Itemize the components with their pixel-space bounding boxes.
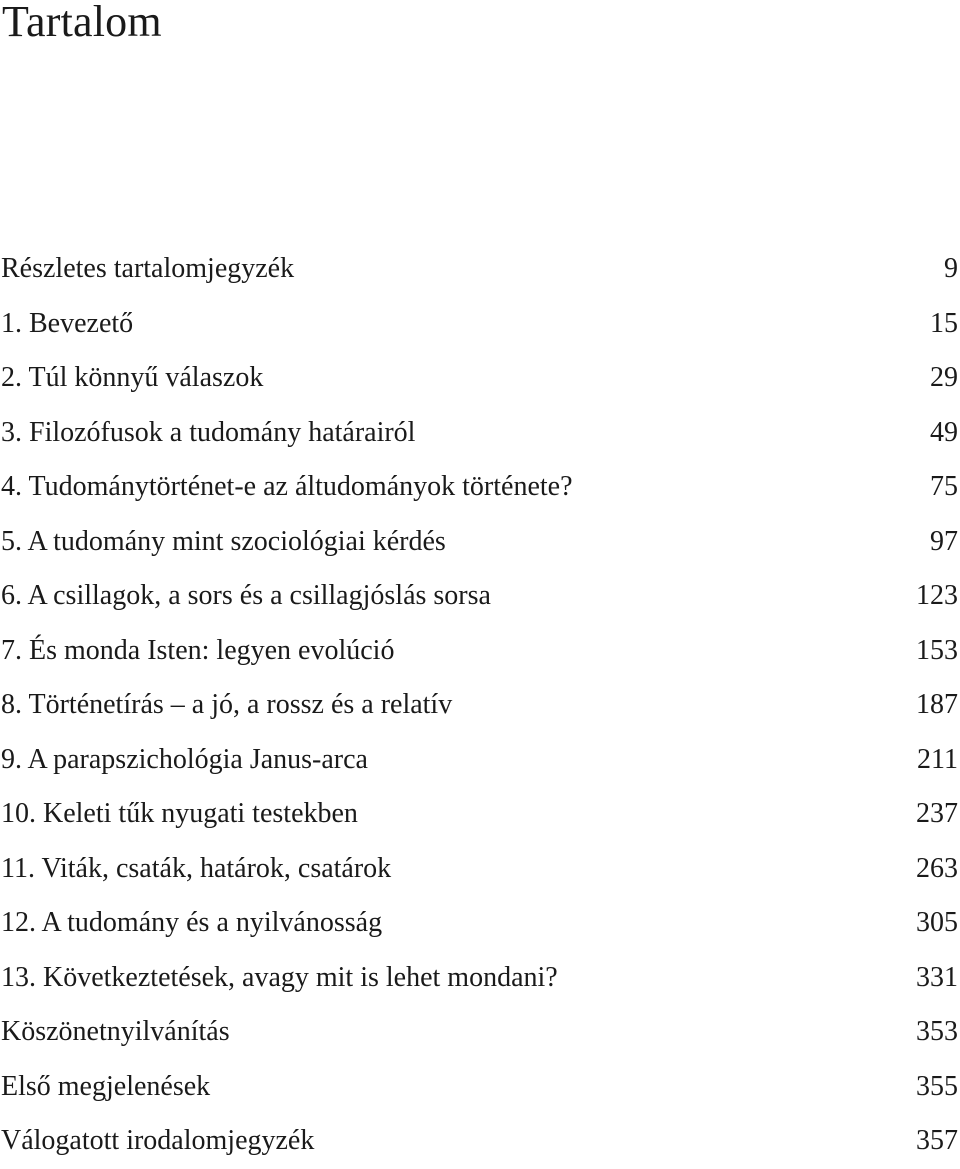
toc-entry-page: 353 — [916, 1016, 958, 1047]
toc-entry-page: 187 — [916, 689, 958, 720]
toc-entry-page: 123 — [916, 580, 958, 611]
page-title: Tartalom — [2, 0, 162, 46]
toc-entry-15 — [0, 1060, 958, 1115]
toc-entry-2 — [0, 351, 958, 406]
toc-entry-page: 97 — [930, 525, 958, 557]
toc-entry-13 — [0, 951, 958, 1006]
toc-entry-title: Köszönetnyilvánítás — [1, 1016, 230, 1047]
toc-entry-page: 29 — [930, 362, 958, 393]
toc-entry-page: 263 — [916, 852, 958, 884]
toc-entry-page: 49 — [930, 416, 958, 448]
toc-entry-title: Részletes tartalomjegyzék — [1, 253, 295, 284]
toc-entry-title: 11. Viták, csaták, határok, csatárok — [1, 852, 392, 884]
toc-entry-14 — [0, 1005, 958, 1060]
toc-entry-title: 4. Tudománytörténet-e az áltudományok története? — [1, 471, 573, 502]
toc-entry-7 — [0, 624, 958, 679]
toc-entry-title: 6. A csillagok, a sors és a csillagjóslás sorsa — [1, 580, 491, 611]
toc-entry-0 — [0, 242, 958, 297]
toc-entry-4 — [0, 460, 958, 515]
toc-entry-page: 355 — [916, 1070, 958, 1102]
toc-entry-page: 15 — [930, 307, 958, 339]
toc-entry-page: 305 — [916, 907, 958, 938]
toc-entry-title: 3. Filozófusok a tudomány határairól — [1, 416, 416, 448]
toc-entry-page: 331 — [916, 961, 958, 993]
toc-entry-5 — [0, 515, 958, 570]
toc-entry-title: 1. Bevezető — [1, 307, 134, 339]
toc-entry-16 — [0, 1114, 958, 1169]
toc-entry-12 — [0, 896, 958, 951]
toc-entry-title: 5. A tudomány mint szociológiai kérdés — [1, 525, 446, 557]
toc-entry-11 — [0, 842, 958, 897]
toc-entry-title: 9. A parapszichológia Janus-arca — [1, 743, 368, 775]
toc-entry-1 — [0, 297, 958, 352]
toc-entry-10 — [0, 787, 958, 842]
toc-entry-page: 237 — [916, 798, 958, 829]
toc-entry-page: 75 — [930, 471, 958, 502]
toc-entry-page: 357 — [916, 1125, 958, 1156]
toc-entry-page: 153 — [916, 634, 958, 666]
toc-entry-title: Első megjelenések — [1, 1070, 211, 1102]
toc-entry-title: 7. És monda Isten: legyen evolúció — [1, 634, 395, 666]
toc-entry-title: Válogatott irodalomjegyzék — [1, 1125, 315, 1156]
toc-entry-title: 12. A tudomány és a nyilvánosság — [1, 907, 383, 938]
toc-entry-8 — [0, 678, 958, 733]
toc-entry-page: 211 — [917, 743, 958, 775]
toc-entry-3 — [0, 406, 958, 461]
toc-entry-6 — [0, 569, 958, 624]
toc-entry-title: 10. Keleti tűk nyugati testekben — [1, 798, 358, 829]
toc-entry-page: 9 — [944, 253, 958, 284]
toc-entry-title: 13. Következtetések, avagy mit is lehet mondani? — [1, 961, 558, 993]
toc-entry-title: 2. Túl könnyű válaszok — [1, 362, 264, 393]
toc-entry-title: 8. Történetírás – a jó, a rossz és a relatív — [1, 689, 453, 720]
toc-entry-9 — [0, 733, 958, 788]
table-of-contents — [0, 242, 958, 1169]
